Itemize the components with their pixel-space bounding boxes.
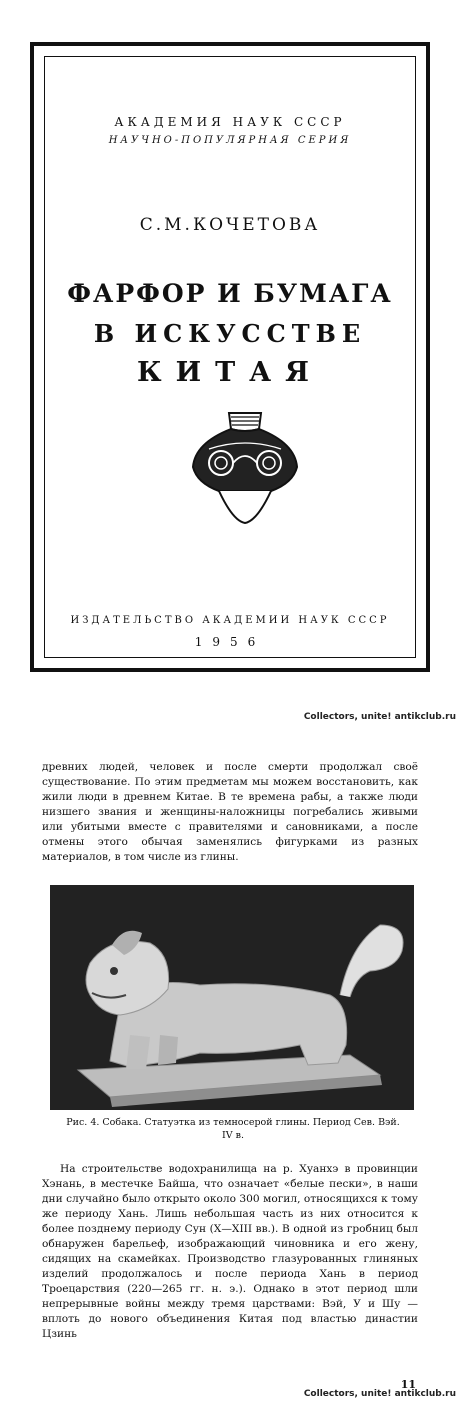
publisher-name: ИЗДАТЕЛЬСТВО АКАДЕМИИ НАУК СССР (70, 615, 390, 626)
vase-emblem (189, 409, 301, 529)
title-line-3: КИТАЯ (137, 357, 323, 388)
watermark-text-bottom: Collectors, unite! antikclub.ru (303, 1389, 456, 1399)
series-name: НАУЧНО-ПОПУЛЯРНАЯ СЕРИЯ (108, 135, 352, 146)
cover-inner-frame (44, 56, 416, 658)
page-number: 11 (400, 1378, 416, 1391)
academy-name: АКАДЕМИЯ НАУК СССР (114, 115, 346, 129)
author-name: С.М.КОЧЕТОВА (139, 215, 321, 235)
figure-caption: Рис. 4. Собака. Статуэтка из темносерой глины. Период Сев. Вэй. IV в. (66, 1117, 400, 1141)
watermark-text: Collectors, unite! antikclub.ru (303, 712, 456, 722)
dog-statuette-figure (50, 885, 414, 1110)
paragraph-1: древних людей, человек и после смерти продолжал своё существование. По этим предметам мы можем восстановить, как жили люди в древнем Китае. В те времена рабы, а также люди низшего звания и женщины-наложницы погребались живыми или убитыми вместе с правителями и сановниками, а после отмены этого обычая заменялись фигурками из разных материалов, в том числе из глины. (42, 761, 418, 863)
title-line-2: В ИСКУССТВЕ (93, 319, 367, 348)
book-page (0, 730, 460, 1390)
cover-frame (30, 42, 430, 672)
title-line-1: ФАРФОР И БУМАГА (67, 279, 393, 308)
publication-year: 1956 (194, 635, 266, 649)
book-cover (14, 14, 444, 682)
paragraph-2: На строительстве водохранилища на р. Хуанхэ в провинции Хэнань, в местечке Байша, что означает «белые пески», в наши дни случайно было открыто около 300 могил, относящихся к тому же периоду Хань. Лишь небольшая часть из них относится к более позднему периоду Сун (X—XIII вв.). В одной из гробниц был обнаружен барельеф, изображающий чиновника и его жену, сидящих на скамейках. Производство глазурованных глиняных изделий продолжалось и после периода Хань в период Троецарствия (220—265 гг. н. э.). Однако в этот период шли непрерывные войны между тремя царствами: Вэй, У и Шу — вплоть до нового объединения Китая под властью династии Цзинь (42, 1163, 418, 1340)
